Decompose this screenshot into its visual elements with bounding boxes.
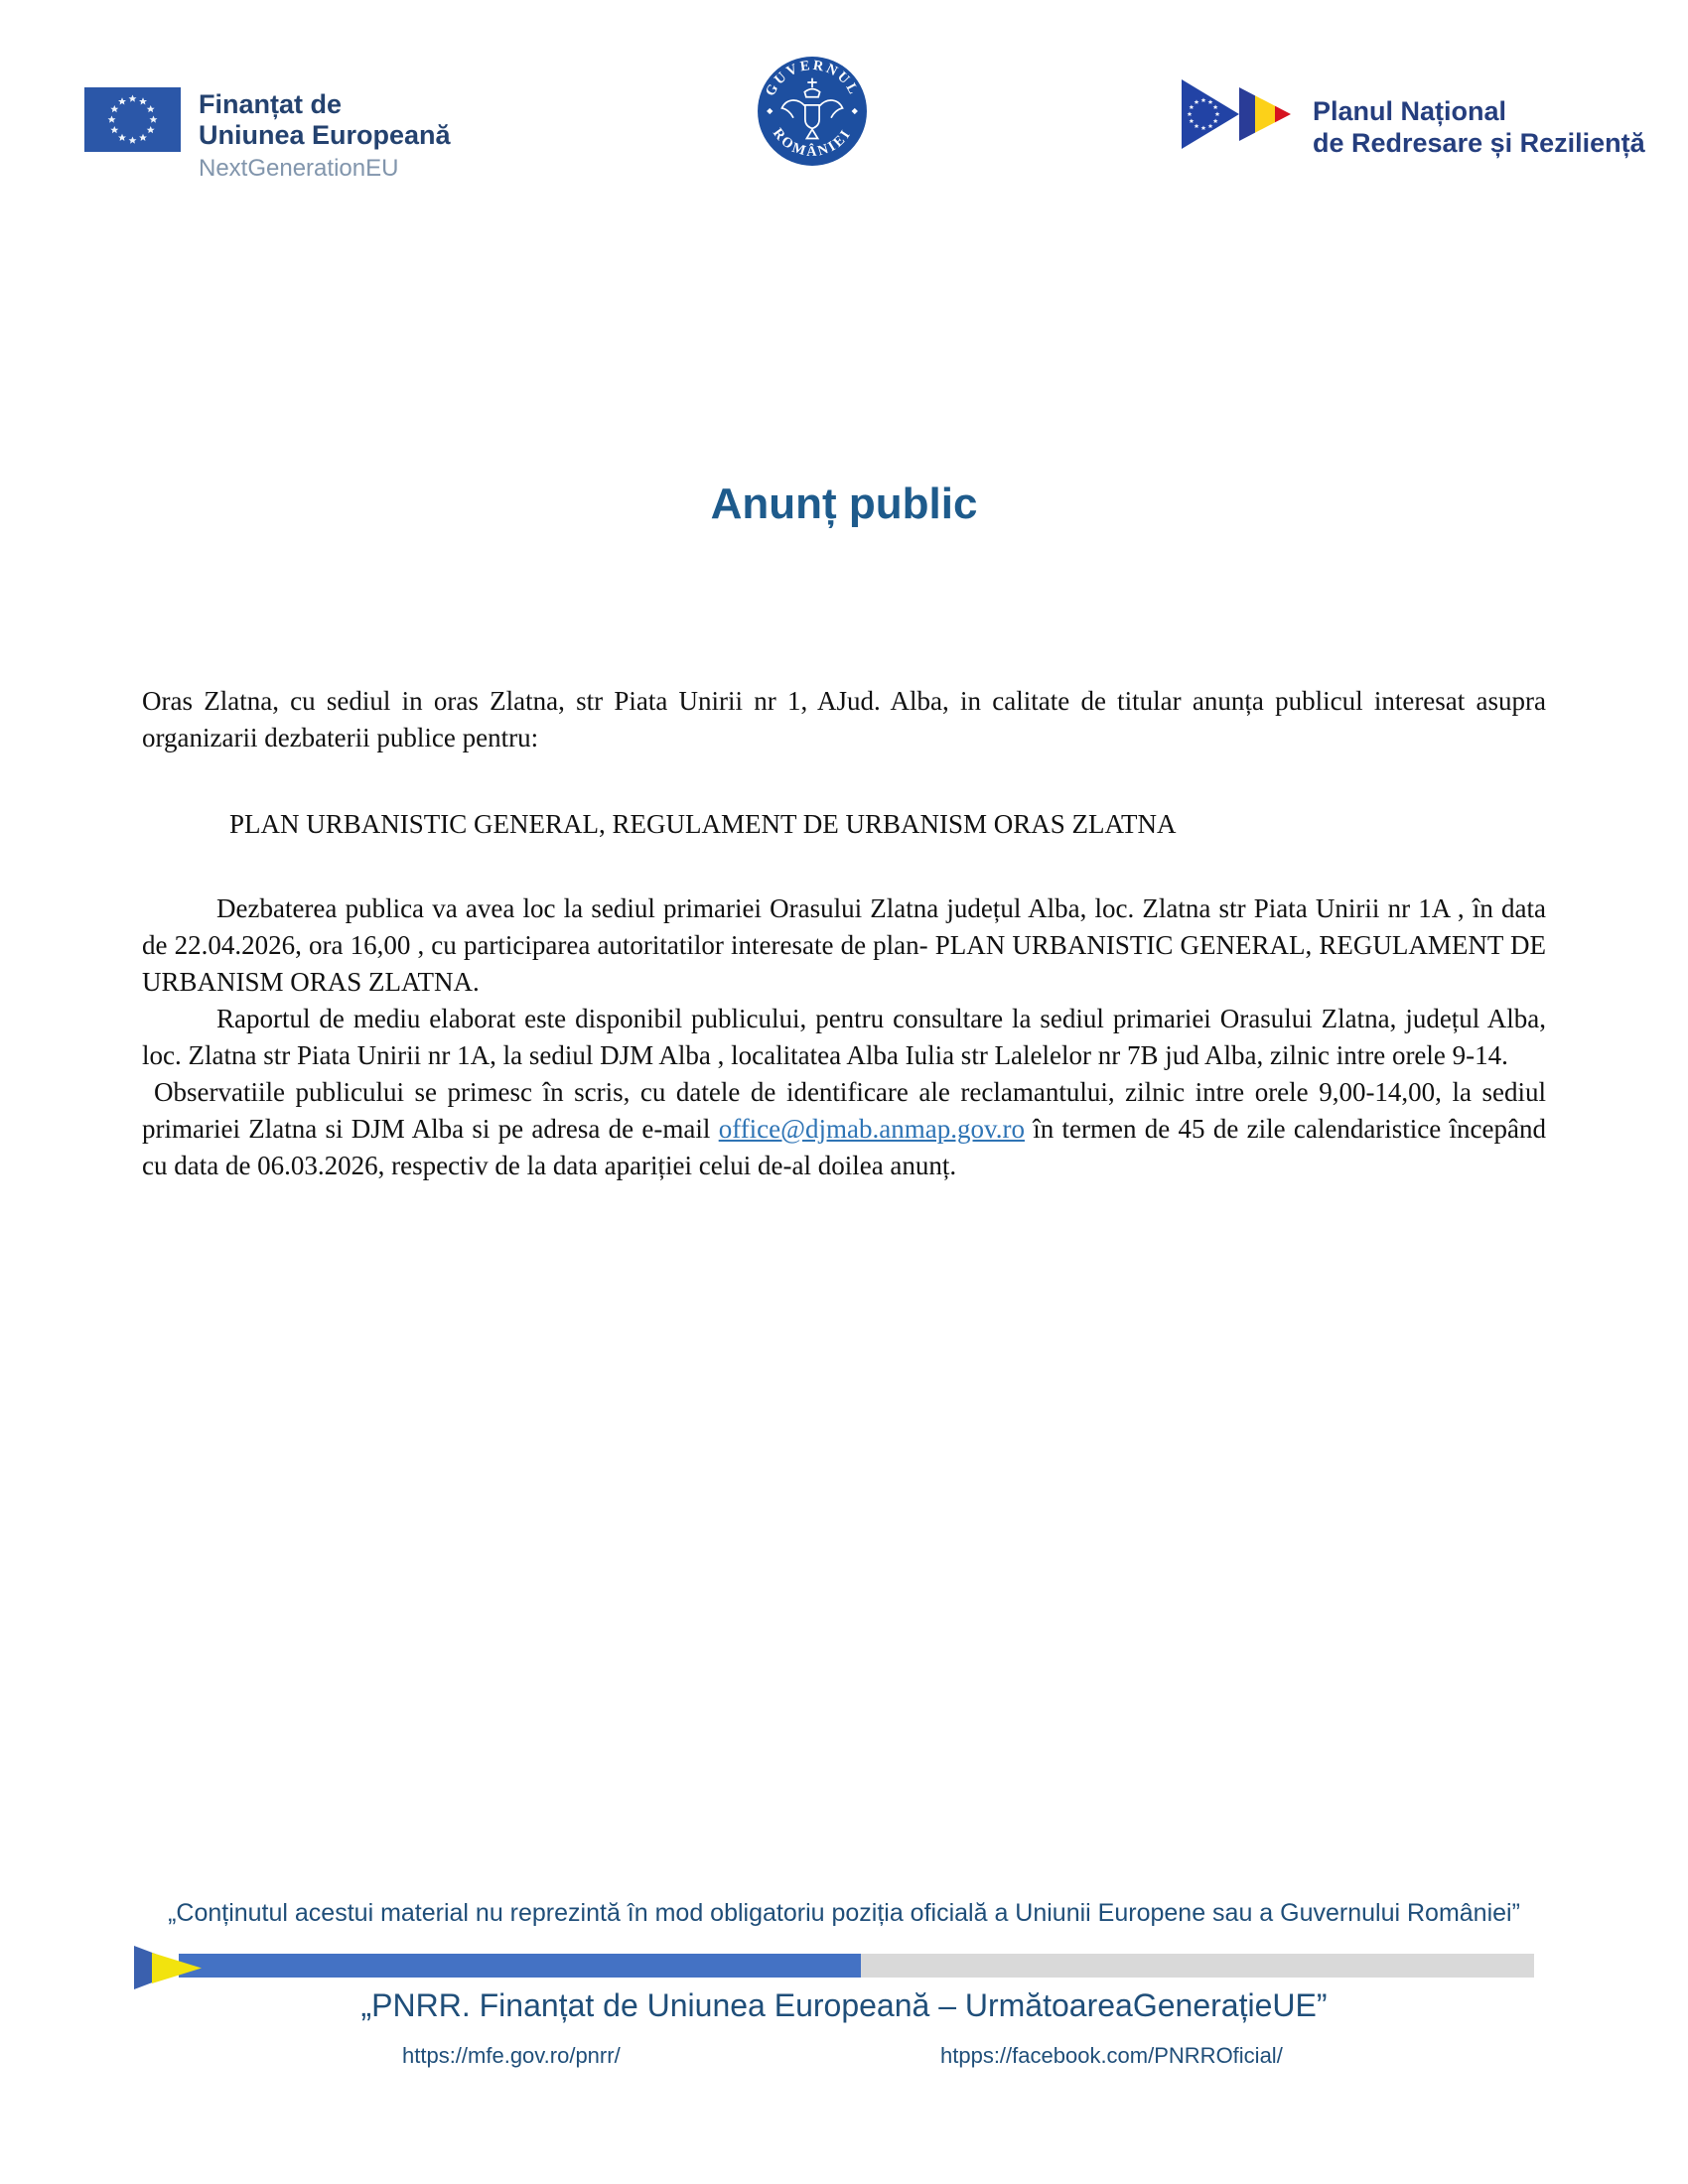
pnrr-logo-line2: de Redresare și Reziliență (1313, 128, 1645, 158)
footer-divider (134, 1946, 1536, 1991)
guvernul-romaniei-seal-icon (757, 56, 868, 172)
gov-seal-bottom-text: ROMÂNIEI (769, 125, 855, 160)
paragraph-raport: Raportul de mediu elaborat este disponibil publicului, pentru consultare la sediul primariei Orasului Zlatna, județul Alba, loc. Zlatna str Piata Unirii nr 1A, la sediul DJM Alba , localitatea Alba Iulia str Lalelelor nr 7B jud Alba, zilnic intre orele 9-14. (142, 1004, 1546, 1070)
paragraph-intro: Oras Zlatna, cu sediul in oras Zlatna, str Piata Unirii nr 1, AJud. Alba, in calitate de titular anunța publicul interesat asupra organizarii dezbaterii publice pentru: (142, 686, 1546, 752)
paragraph-observatii (142, 1074, 1546, 1184)
paragraph-dezbatere: Dezbaterea publica va avea loc la sediul primariei Orasului Zlatna județul Alba, loc. Zlatna str Piata Unirii nr 1A , în data de 22.04.2026, ora 16,00 , cu participarea autoritatilor interesate de plan- PLAN URBANISTIC GENERAL, REGULAMENT DE URBANISM ORAS ZLATNA. (142, 893, 1546, 997)
footer-divider-bar-blue (179, 1954, 861, 1978)
eu-logo-line3: NextGenerationEU (199, 155, 399, 182)
email-link[interactable]: office@djmab.anmap.gov.ro (718, 1114, 1025, 1144)
pnrr-footer-line: „PNRR. Finanțat de Uniunea Europeană – UrmătoareaGenerațieUE” (360, 1987, 1328, 2023)
page-title: Anunț public (710, 479, 978, 528)
disclaimer-text: „Conținutul acestui material nu reprezintă în mod obligatoriu poziția oficială a Uniunii Europene sau a Guvernului României” (168, 1899, 1520, 1927)
mfe-url-text: https://mfe.gov.ro/pnrr/ (402, 2043, 621, 2068)
paragraph-observatii-after: în termen de 45 de zile calendaristice începând cu data de 06.03.2026, respectiv de la data apariției celui de-al doilea anunț. (142, 1114, 1547, 1180)
eu-flag-icon (84, 87, 181, 157)
pnrr-logo (1182, 62, 1645, 172)
eu-logo-line1: Finanțat de (199, 89, 343, 119)
pnrr-tricolor-arrows-icon (1182, 62, 1301, 172)
facebook-url-text: htpps://facebook.com/PNRROficial/ (940, 2043, 1283, 2068)
pnrr-logo-line1: Planul Național (1313, 96, 1507, 126)
gov-seal-top-text: GUVERNUL (762, 57, 863, 99)
plan-heading: PLAN URBANISTIC GENERAL, REGULAMENT DE URBANISM ORAS ZLATNA (229, 809, 1177, 839)
announcement-body (142, 683, 1546, 1184)
eu-funding-logo (84, 87, 451, 184)
paragraph-observatii-before: Observatiile publicului se primesc în scris, cu datele de identificare ale reclamantului, zilnic intre orele 9,00-14,00, la sediul primariei Zlatna si DJM Alba si pe adresa de e-mail (142, 1077, 1546, 1144)
eu-logo-line2: Uniunea Europeană (199, 120, 451, 150)
footer-divider-bar-gray (861, 1954, 1534, 1978)
